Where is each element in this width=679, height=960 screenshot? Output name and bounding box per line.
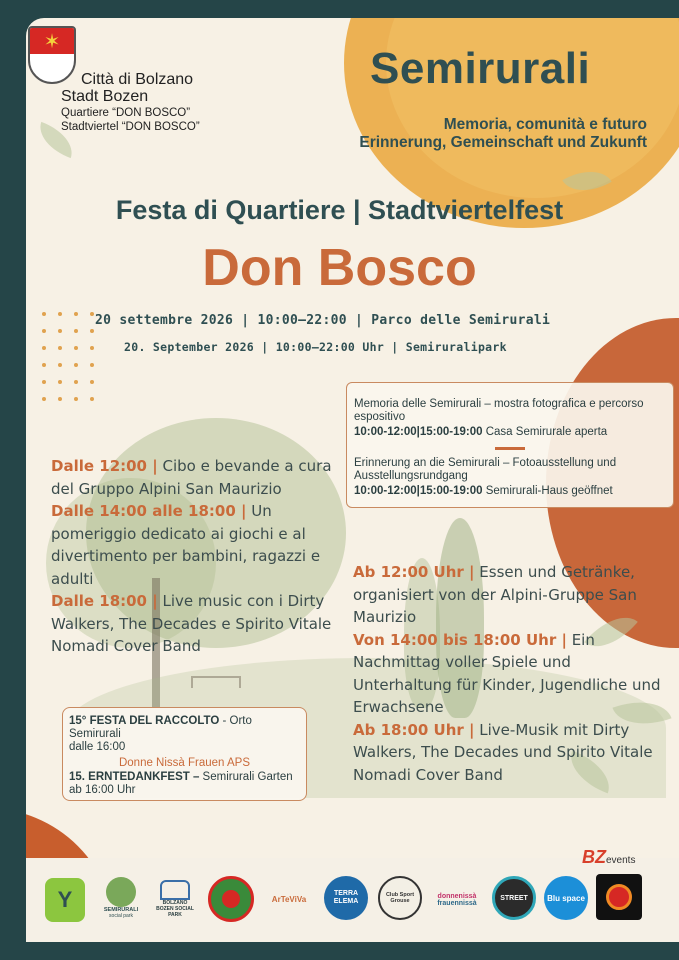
dot	[90, 312, 94, 316]
green-y-logo: Y	[45, 878, 85, 922]
festa-heading: Festa di Quartiere | Stadtviertelfest	[115, 195, 564, 225]
dot	[58, 363, 62, 367]
exhibition-title-it: Memoria delle Semirurali – mostra fotografica e percorso espositivo	[354, 398, 644, 423]
subtitle-de: Erinnerung, Gemeinschaft und Zukunft	[359, 134, 647, 151]
bz-events-logo: BZevents	[582, 847, 636, 867]
exhibition-hours-de: 10:00-12:00|15:00-19:00 Semirurali-Haus geöffnet	[354, 485, 613, 497]
program-item: Dalle 14:00 alle 18:00 | Un pomeriggio dedicato ai giochi e al divertimento per bambini, ragazzi e adulti	[51, 502, 321, 588]
dot	[42, 329, 46, 333]
dot	[90, 380, 94, 384]
dot	[90, 397, 94, 401]
dot	[42, 397, 46, 401]
terra-logo: TERRA ELEMA	[324, 876, 368, 920]
red-disc-logo	[596, 874, 642, 920]
exhibition-hours-it: 10:00-12:00|15:00-19:00 Casa Semirurale aperta	[354, 426, 608, 438]
dot	[74, 380, 78, 384]
dot	[90, 363, 94, 367]
club-logo: Club Sport Grouse	[378, 876, 422, 920]
dot	[74, 363, 78, 367]
program-it	[51, 455, 341, 658]
program-item: Dalle 18:00 | Live music con i Dirty Walkers, The Decades e Spirito Vitale Nomadi Cover Band	[51, 592, 332, 655]
dot	[58, 380, 62, 384]
city-name-de: Stadt Bozen	[61, 88, 149, 105]
activiva-logo: ArTeViVa	[271, 894, 307, 904]
dot	[58, 312, 62, 316]
bolzano-social-park-logo: BOLZANO BOZEN SOCIAL PARK	[154, 876, 196, 922]
dot	[42, 346, 46, 350]
dot	[42, 380, 46, 384]
program-item: Von 14:00 bis 18:00 Uhr | Ein Nachmittag voller Spiele und Unterhaltung für Kinder, Jugendliche und Erwachsene	[353, 630, 661, 716]
dot	[74, 329, 78, 333]
exhibition-box	[346, 382, 674, 508]
dot	[74, 346, 78, 350]
circle-logo-green	[208, 876, 254, 922]
harvest-de: 15. ERNTEDANKFEST – Semirurali Garten	[69, 771, 293, 783]
harvest-it: 15° FESTA DEL RACCOLTO - Orto Semirurali	[69, 715, 252, 740]
program-de	[353, 561, 663, 786]
city-name-it: Città di Bolzano	[81, 71, 194, 88]
harvest-organizer: Donne Nissà Frauen APS	[118, 757, 251, 769]
harvest-time-de: ab 16:00 Uhr	[69, 784, 136, 796]
dot	[58, 397, 62, 401]
quarter-it: Quartiere “DON BOSCO”	[61, 107, 191, 119]
street-logo: STREET	[492, 876, 536, 920]
dot	[42, 312, 46, 316]
dot	[90, 346, 94, 350]
donnenissa-logo: donnenissà frauennissà	[437, 893, 477, 907]
decorative-dots	[42, 312, 102, 412]
exhibition-title-de: Erinnerung an die Semirurali – Fotoausstellung und Ausstellungsrundgang	[354, 457, 617, 482]
dot	[42, 363, 46, 367]
park-bench	[191, 676, 241, 688]
date-line-it: 20 settembre 2026 | 10:00–22:00 | Parco delle Semirurali	[95, 313, 551, 328]
semirurali-logo: SEMIRURALI social park	[100, 872, 142, 924]
harvest-time-it: dalle 16:00	[69, 741, 126, 753]
main-title: Semirurali	[370, 44, 591, 93]
blu-space-logo: Blu space	[544, 876, 588, 920]
program-item: Dalle 12:00 | Cibo e bevande a cura del Gruppo Alpini San Maurizio	[51, 457, 332, 498]
dot	[74, 397, 78, 401]
subtitle-it: Memoria, comunità e futuro	[443, 116, 647, 133]
harvest-box	[62, 707, 307, 801]
separator	[495, 447, 525, 450]
quarter-de: Stadtviertel “DON BOSCO”	[61, 121, 200, 133]
date-line-de: 20. September 2026 | 10:00–22:00 Uhr | Semiruralipark	[124, 340, 507, 354]
city-crest-icon: ✶	[28, 26, 76, 84]
event-name: Don Bosco	[202, 239, 477, 297]
dot	[58, 346, 62, 350]
program-item: Ab 18:00 Uhr | Live-Musik mit Dirty Walkers, The Decades und Spirito Vitale Nomadi Cover Band	[353, 720, 653, 784]
dot	[74, 312, 78, 316]
program-item: Ab 12:00 Uhr | Essen und Getränke, organisiert von der Alpini-Gruppe San Maurizio	[353, 563, 637, 626]
dot	[58, 329, 62, 333]
dot	[90, 329, 94, 333]
